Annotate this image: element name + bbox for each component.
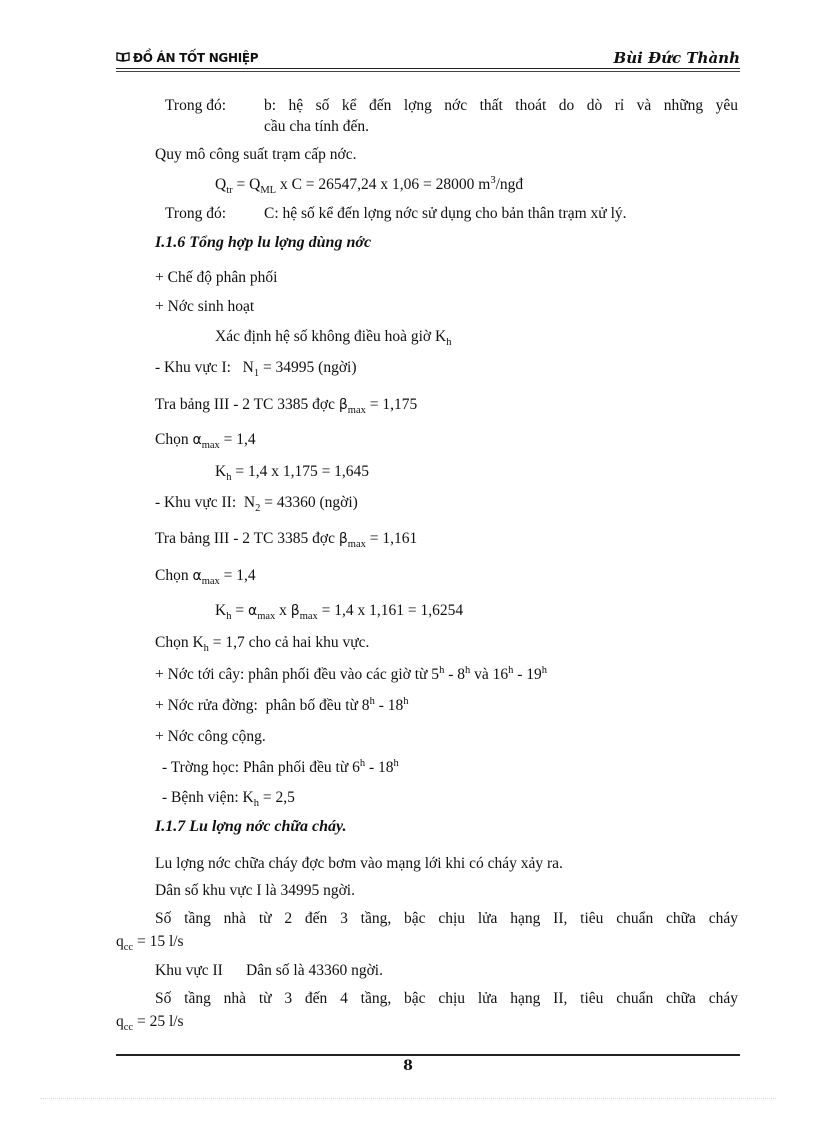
footer-rule bbox=[116, 1054, 740, 1056]
line-18: + Nớc tới cây: phân phối đều vào các giờ từ 5$^h$ - 8$^h$ và 16$^h$ - 19$^h$ bbox=[155, 664, 548, 683]
header-author: Bùi Đức Thành bbox=[613, 49, 740, 67]
line-19: + Nớc rửa đờng: phân bố đều từ 8$^h$ - 18$^h$ bbox=[155, 695, 409, 714]
line-8: Xác định hệ số không điều hoà giờ $K_h$ bbox=[215, 328, 452, 349]
line-13: - Khu vực II: $N_2 = 43360$ (ngời) bbox=[155, 494, 358, 515]
open-book-icon bbox=[116, 51, 130, 65]
page-bottom-dotted-rule bbox=[40, 1098, 776, 1099]
page-number: 8 bbox=[403, 1058, 413, 1074]
line-21: - Trờng học: Phân phối đều từ 6$^h$ - 18$^h$ bbox=[162, 757, 399, 776]
line-9: - Khu vực I: $N_1 = 34995$ (ngời) bbox=[155, 359, 357, 380]
line-26: $q_{cc} = 15$ l/s bbox=[116, 933, 184, 954]
line-12: $K_h = 1,4$ x 1,175 = 1,645 bbox=[215, 463, 370, 484]
line-27: Khu vực II Dân số là 43360 ngời. bbox=[155, 962, 383, 979]
line-22: - Bệnh viện: $K_h = 2,5$ bbox=[162, 789, 295, 810]
line-10: Tra bảng III - 2 TC 3385 đợc $\beta_{max} = 1,175$ bbox=[155, 396, 418, 417]
line-20: + Nớc công cộng. bbox=[155, 728, 266, 745]
header-rule-thin bbox=[116, 71, 740, 72]
line-7: + Nớc sinh hoạt bbox=[155, 298, 255, 315]
line-5-text: C: hệ số kể đến lợng nớc sử dụng cho bản thân trạm xử lý. bbox=[264, 205, 627, 222]
line-1-label: Trong đó: bbox=[165, 97, 227, 114]
line-3: Quy mô công suất trạm cấp nớc. bbox=[155, 146, 357, 163]
line-4-formula: $Q_{tr} = Q_{ML}$ x C = 26547,24 x 1,06 = 28000 $m^3$/ngđ bbox=[215, 174, 524, 197]
line-14: Tra bảng III - 2 TC 3385 đợc $\beta_{max} = 1,161$ bbox=[155, 530, 418, 551]
line-23: Lu lợng nớc chữa cháy đợc bơm vào mạng lới khi có cháy xảy ra. bbox=[155, 855, 563, 872]
line-17: Chọn $K_h = 1,7$ cho cả hai khu vực. bbox=[155, 634, 370, 655]
line-15: Chọn $\alpha_{max} = 1,4$ bbox=[155, 567, 256, 588]
line-5-label: Trong đó: bbox=[165, 205, 227, 222]
line-25: Số tầng nhà từ 2 đến 3 tầng, bậc chịu lửa hạng II, tiêu chuẩn chữa cháy bbox=[155, 910, 738, 927]
header-rule bbox=[116, 68, 740, 69]
line-16-formula: $K_h = \alpha_{max}$ x $\beta_{max} = 1,4$ x 1,161 = 1,6254 bbox=[215, 602, 464, 623]
line-6: + Chế độ phân phối bbox=[155, 269, 278, 286]
page-header bbox=[116, 46, 740, 72]
line-2: cầu cha tính đến. bbox=[264, 118, 370, 135]
header-title: ĐỒ ÁN TỐT NGHIỆP bbox=[133, 51, 259, 65]
line-29: $q_{cc} = 25$ l/s bbox=[116, 1013, 184, 1034]
line-28: Số tầng nhà từ 3 đến 4 tầng, bậc chịu lửa hạng II, tiêu chuẩn chữa cháy bbox=[155, 990, 738, 1007]
line-24: Dân số khu vực I là 34995 ngời. bbox=[155, 882, 355, 899]
section-heading-1-1-7: I.1.7 Lu lợng nớc chữa cháy. bbox=[155, 818, 347, 835]
section-heading-1-1-6: I.1.6 Tổng hợp lu lợng dùng nớc bbox=[155, 234, 372, 251]
line-1-text: b: hệ số kể đến lợng nớc thất thoát do dò rỉ và những yêu bbox=[264, 97, 738, 114]
line-11: Chọn $\alpha_{max} = 1,4$ bbox=[155, 431, 256, 452]
header-left bbox=[116, 51, 258, 65]
